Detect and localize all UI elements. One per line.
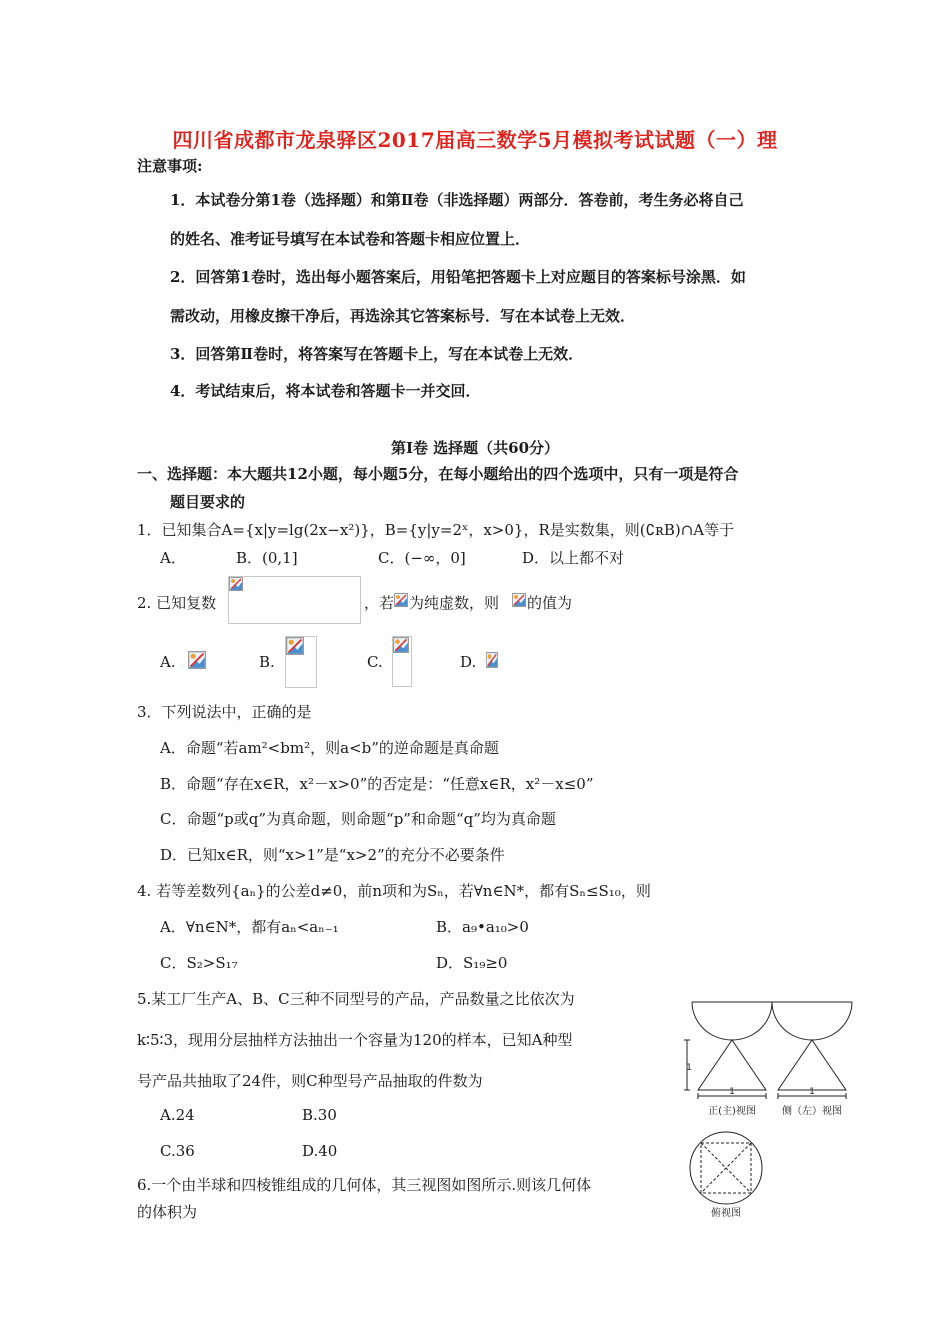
front-view	[684, 1002, 772, 1099]
broken-image-icon	[486, 652, 498, 668]
three-view-figure	[676, 990, 856, 1220]
dim-width-label-front: 1	[729, 1087, 735, 1097]
notice-line-2: 的姓名、准考证号填写在本试卷和答题卡相应位置上．	[170, 230, 531, 248]
q5-option-c: C.36	[160, 1142, 195, 1160]
q2-stem-c: 为纯虚数，则	[409, 594, 500, 612]
q4-option-a: A．∀n∈N*，都有aₙ<aₙ₋₁	[160, 918, 339, 936]
q5-line-2: k∶5∶3，现用分层抽样方法抽出一个容量为120的样本，已知A种型	[137, 1031, 573, 1049]
notice-line-4: 需改动，用橡皮擦干净后，再选涂其它答案标号．写在本试卷上无效．	[170, 307, 636, 325]
side-view	[772, 1002, 852, 1099]
q3-option-c: C．命题“p或q”为真命题，则命题“p”和命题“q”均为真命题	[160, 810, 556, 828]
q2-stem-a: 2. 已知复数	[137, 594, 217, 612]
q1-stem: 1．已知集合A={x|y=lg(2x−x²)}，B={y|y=2ˣ，x>0}，R是实数集，则(∁ʀB)∩A等于	[137, 521, 735, 539]
broken-image-icon	[229, 577, 243, 591]
broken-image-icon	[512, 593, 526, 607]
page-title: 四川省成都市龙泉驿区2017届高三数学5月模拟考试试题（一）理	[172, 128, 778, 152]
q5-line-1: 5.某工厂生产A、B、C三种不同型号的产品，产品数量之比依次为	[137, 990, 575, 1008]
top-view	[690, 1132, 762, 1204]
q2-option-b: B.	[259, 653, 275, 671]
notice-line-1: 1．本试卷分第1卷（选择题）和第Ⅱ卷（非选择题）两部分．答卷前，考生务必将自己	[170, 191, 744, 209]
q1-option-a: A．	[160, 549, 186, 567]
section-instruction-1: 一、选择题：本大题共12小题，每小题5分，在每小题给出的四个选项中，只有一项是符合	[137, 465, 739, 483]
q1-option-c: C．(−∞，0]	[378, 549, 466, 567]
dim-height-label: 1	[686, 1063, 692, 1073]
q2-option-d: D.	[460, 653, 477, 671]
notice-heading: 注意事项:	[137, 157, 203, 175]
q2-option-c: C.	[367, 653, 383, 671]
top-view-label: 俯视图	[711, 1208, 741, 1219]
q3-option-a: A．命题“若am²<bm²，则a<b”的逆命题是真命题	[160, 739, 499, 757]
q2-formula-image	[228, 576, 361, 624]
q2-option-a: A.	[160, 653, 176, 671]
q6-line-1: 6.一个由半球和四棱锥组成的几何体，其三视图如图所示.则该几何体	[137, 1176, 592, 1194]
q5-option-d: D.40	[302, 1142, 338, 1160]
q5-option-a: A.24	[160, 1106, 195, 1124]
q4-option-c: C．S₂>S₁₇	[160, 954, 238, 972]
q3-stem: 3．下列说法中，正确的是	[137, 703, 312, 721]
broken-image-icon	[286, 637, 304, 655]
front-view-label: 正(主)视图	[708, 1106, 756, 1117]
dim-width-label-side: 1	[809, 1087, 815, 1097]
broken-image-icon	[394, 593, 408, 607]
q4-option-d: D．S₁₉≥0	[436, 954, 508, 972]
q6-line-2: 的体积为	[137, 1203, 198, 1221]
q1-option-b: B．(0,1]	[236, 549, 298, 567]
section-title: 第Ⅰ卷 选择题（共60分）	[390, 439, 560, 457]
q5-option-b: B.30	[302, 1106, 337, 1124]
section-instruction-2: 题目要求的	[170, 493, 246, 511]
q3-option-d: D．已知x∈R，则“x>1”是“x>2”的充分不必要条件	[160, 846, 505, 864]
notice-line-5: 3．回答第Ⅱ卷时，将答案写在答题卡上，写在本试卷上无效．	[170, 345, 584, 363]
q5-line-3: 号产品共抽取了24件，则C种型号产品抽取的件数为	[137, 1072, 483, 1090]
broken-image-icon	[188, 651, 206, 669]
q2-stem-d: 的值为	[527, 594, 573, 612]
q1-option-d: D．以上都不对	[522, 549, 625, 567]
broken-image-icon	[393, 637, 409, 653]
notice-line-6: 4．考试结束后，将本试卷和答题卡一并交回．	[170, 382, 481, 400]
q3-option-b: B．命题“存在x∈R，x²－x>0”的否定是：“任意x∈R，x²－x≤0”	[160, 775, 594, 793]
q4-stem: 4. 若等差数列{aₙ}的公差d≠0，前n项和为Sₙ，若∀n∈N*，都有Sₙ≤S₁₀，则	[137, 882, 651, 900]
q4-option-b: B．a₉•a₁₀>0	[436, 918, 529, 936]
notice-line-3: 2．回答第1卷时，选出每小题答案后，用铅笔把答题卡上对应题目的答案标号涂黑．如	[170, 268, 746, 286]
side-view-label: 侧（左）视图	[782, 1106, 842, 1117]
q2-stem-b: ，若	[364, 594, 395, 612]
